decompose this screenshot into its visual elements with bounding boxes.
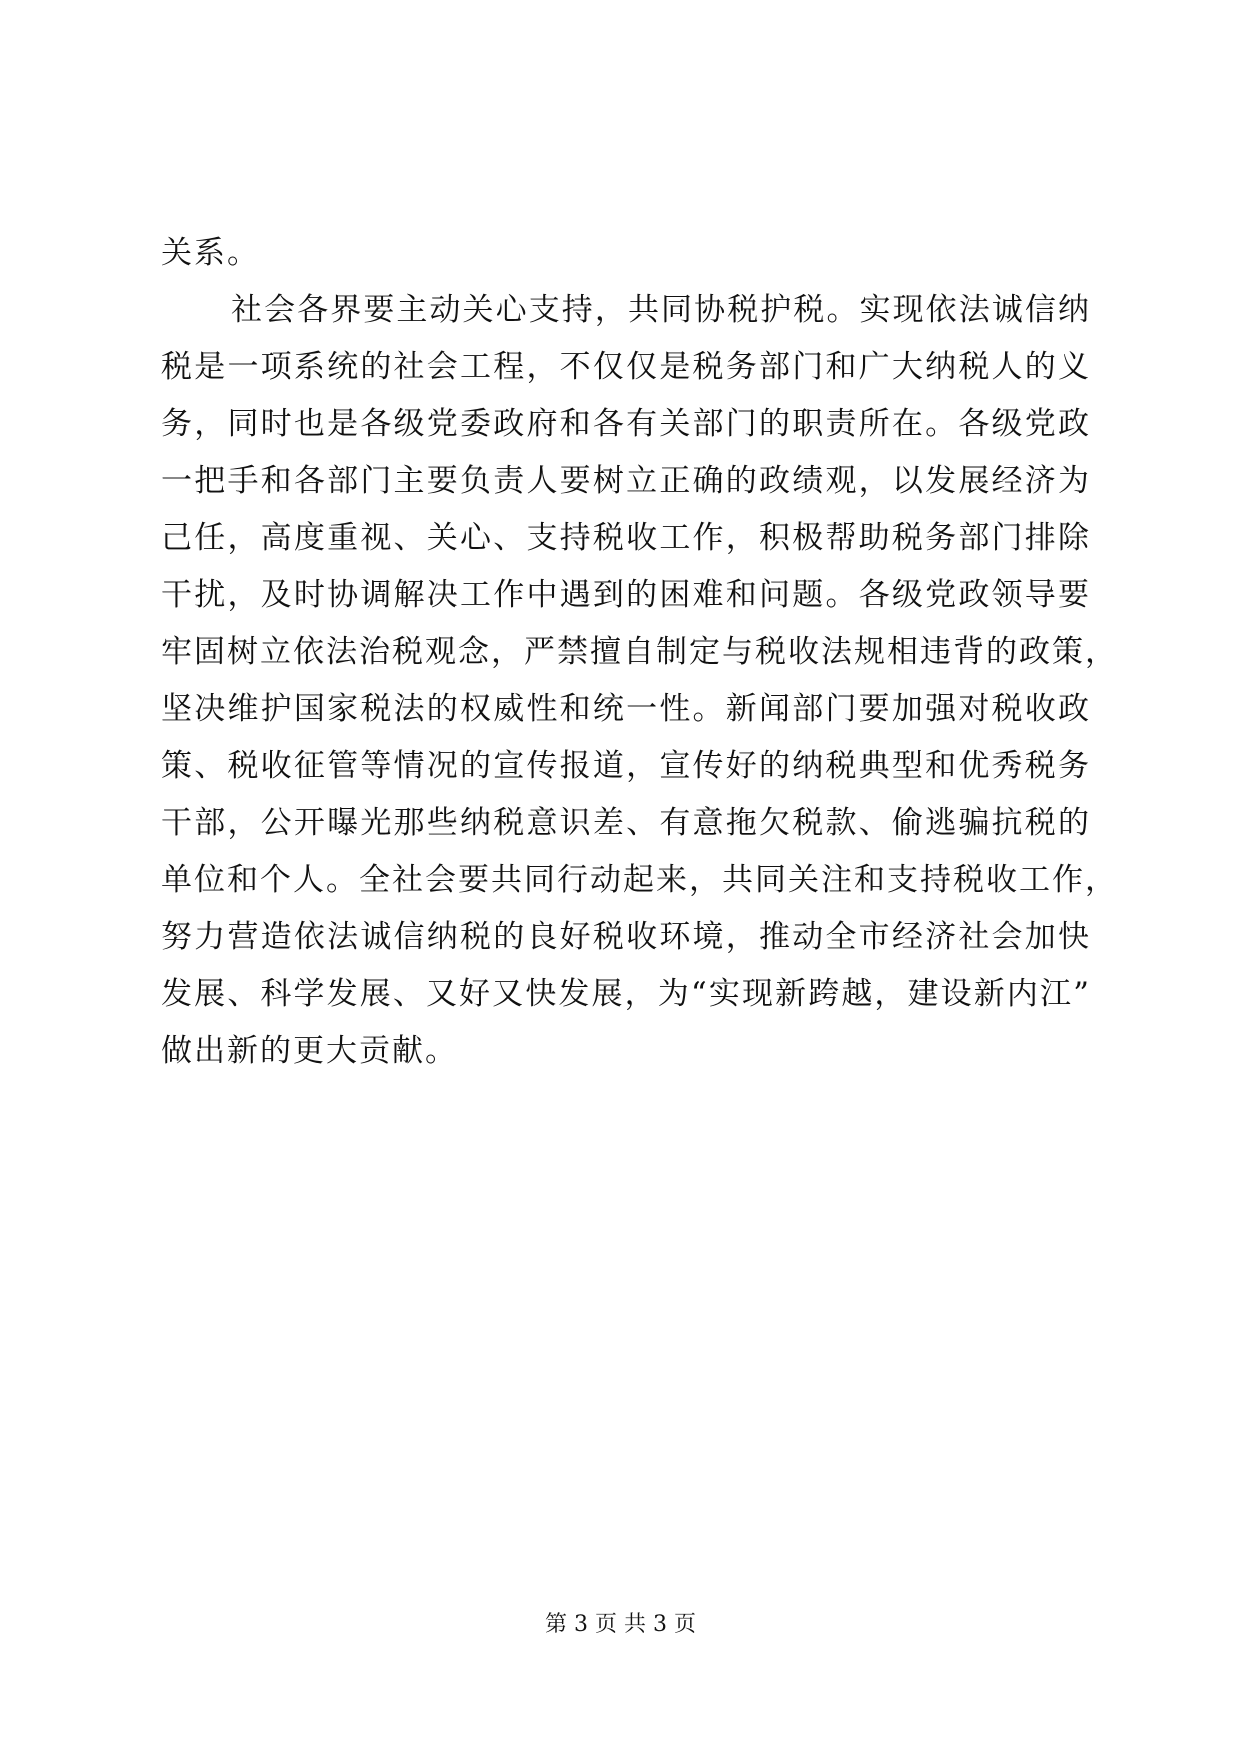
text-line: 做出新的更大贡献。 [161,1033,458,1069]
text-line: 社会各界要主动关心支持，共同协税护税。实现依法诚信纳 [231,292,1091,328]
text-line: 干部，公开曝光那些纳税意识差、有意拖欠税款、偷逃骗抗税的 [161,805,1091,841]
text-line: 坚决维护国家税法的权威性和统一性。新闻部门要加强对税收政 [161,691,1091,727]
text-line: 努力营造依法诚信纳税的良好税收环境，推动全市经济社会加快 [161,919,1091,955]
text-line: 策、税收征管等情况的宣传报道，宣传好的纳税典型和优秀税务 [161,748,1091,784]
text-line: 单位和个人。全社会要共同行动起来，共同关注和支持税收工作， [161,862,1118,898]
text-line: 干扰，及时协调解决工作中遇到的困难和问题。各级党政领导要 [161,577,1091,613]
body-text [161,225,1118,1080]
text-line: 发展、科学发展、又好又快发展，为“实现新跨越，建设新内江” [161,976,1091,1012]
page-footer: 第 3 页 共 3 页 [545,1612,696,1637]
text-line: 税是一项系统的社会工程，不仅仅是税务部门和广大纳税人的义 [161,349,1091,385]
text-line: 务，同时也是各级党委政府和各有关部门的职责所在。各级党政 [161,406,1091,442]
text-line: 己任，高度重视、关心、支持税收工作，积极帮助税务部门排除 [161,520,1091,556]
text-line: 牢固树立依法治税观念，严禁擅自制定与税收法规相违背的政策， [161,634,1118,670]
text-line: 关系。 [161,235,260,271]
text-line: 一把手和各部门主要负责人要树立正确的政绩观，以发展经济为 [161,463,1091,499]
